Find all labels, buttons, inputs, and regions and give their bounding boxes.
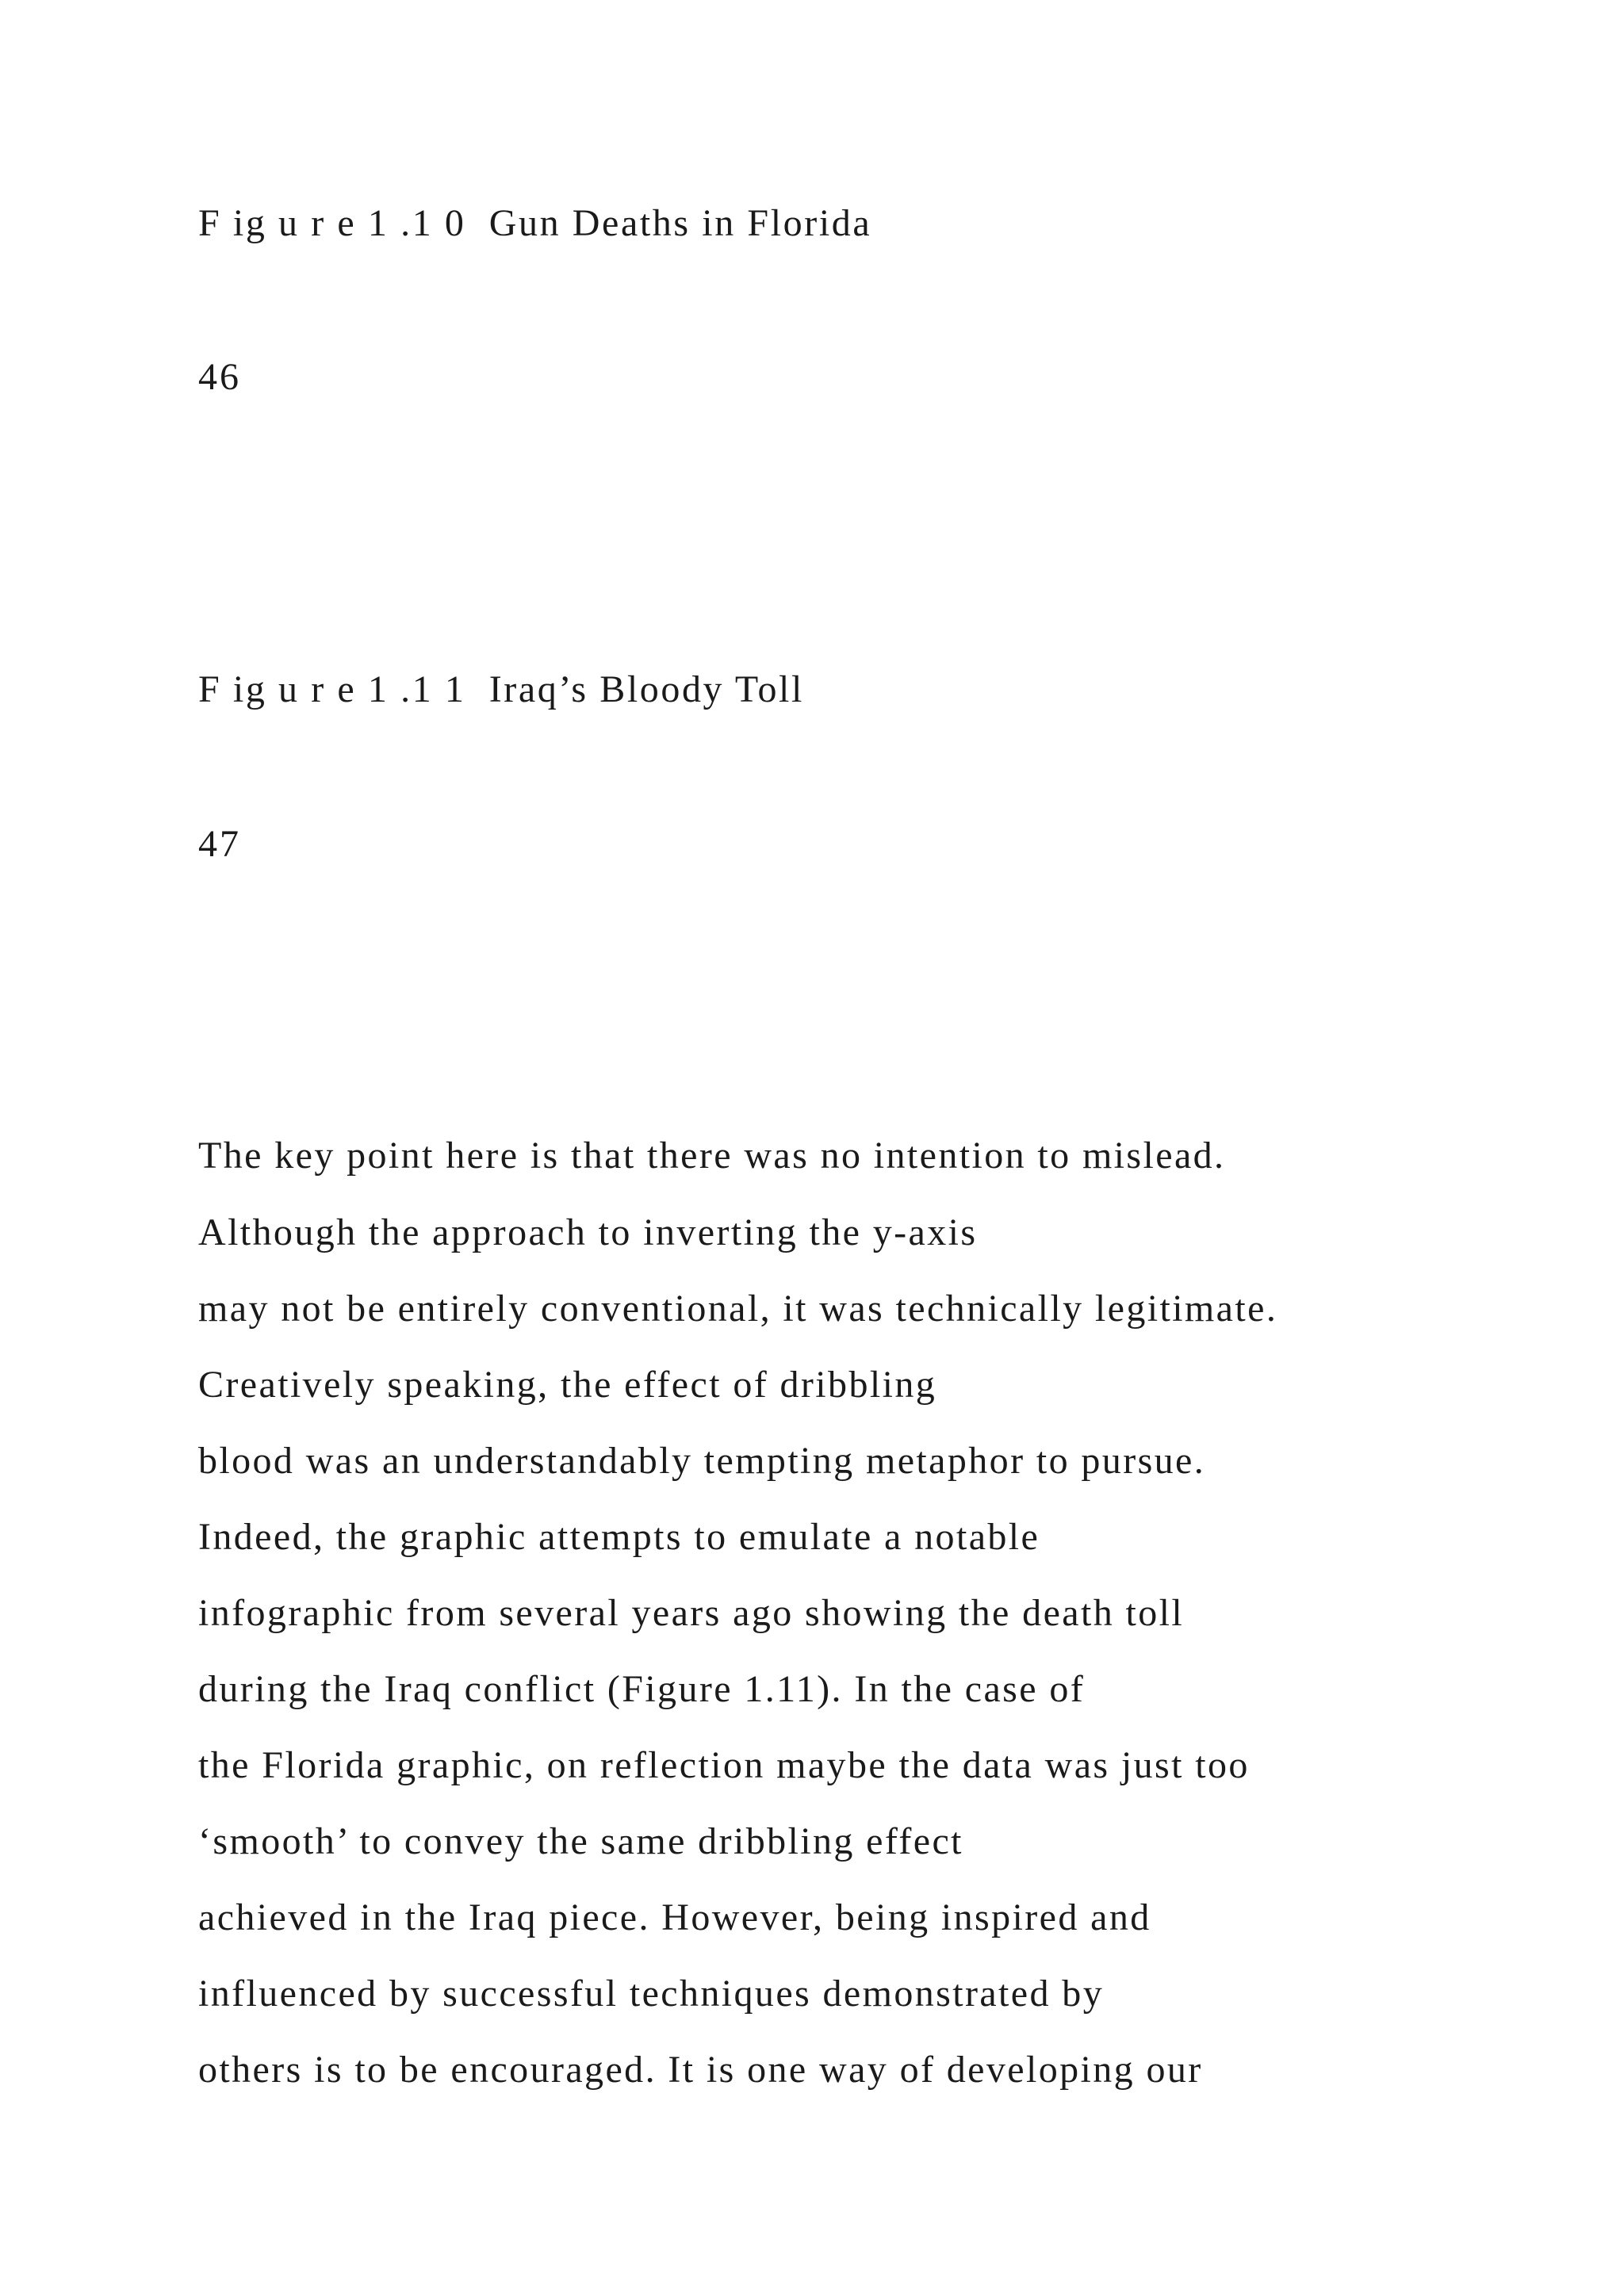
body-line: during the Iraq conflict (Figure 1.11). In the case of [198,1668,1086,1710]
page-number-46: 46 [198,356,241,398]
body-line: Although the approach to inverting the y-axis [198,1211,978,1253]
body-line: influenced by successful techniques demonstrated by [198,1973,1105,2015]
body-line: others is to be encouraged. It is one way of developing our [198,2049,1203,2091]
body-line: the Florida graphic, on reflection maybe the data was just too [198,1744,1250,1786]
body-line: achieved in the Iraq piece. However, being inspired and [198,1896,1151,1938]
page-number-47: 47 [198,823,241,865]
figure-caption-1-11: F ig u r e 1 .1 1 Iraq’s Bloody Toll [198,668,804,710]
body-line: ‘smooth’ to convey the same dribbling effect [198,1820,963,1862]
body-line: Indeed, the graphic attempts to emulate a notable [198,1516,1040,1558]
body-line: The key point here is that there was no intention to mislead. [198,1135,1226,1177]
figure-caption-1-10: F ig u r e 1 .1 0 Gun Deaths in Florida [198,202,872,244]
body-line: blood was an understandably tempting metaphor to pursue. [198,1440,1206,1482]
body-line: may not be entirely conventional, it was technically legitimate. [198,1288,1278,1330]
body-line: infographic from several years ago showing the death toll [198,1592,1185,1634]
body-line: Creatively speaking, the effect of dribbling [198,1364,937,1406]
